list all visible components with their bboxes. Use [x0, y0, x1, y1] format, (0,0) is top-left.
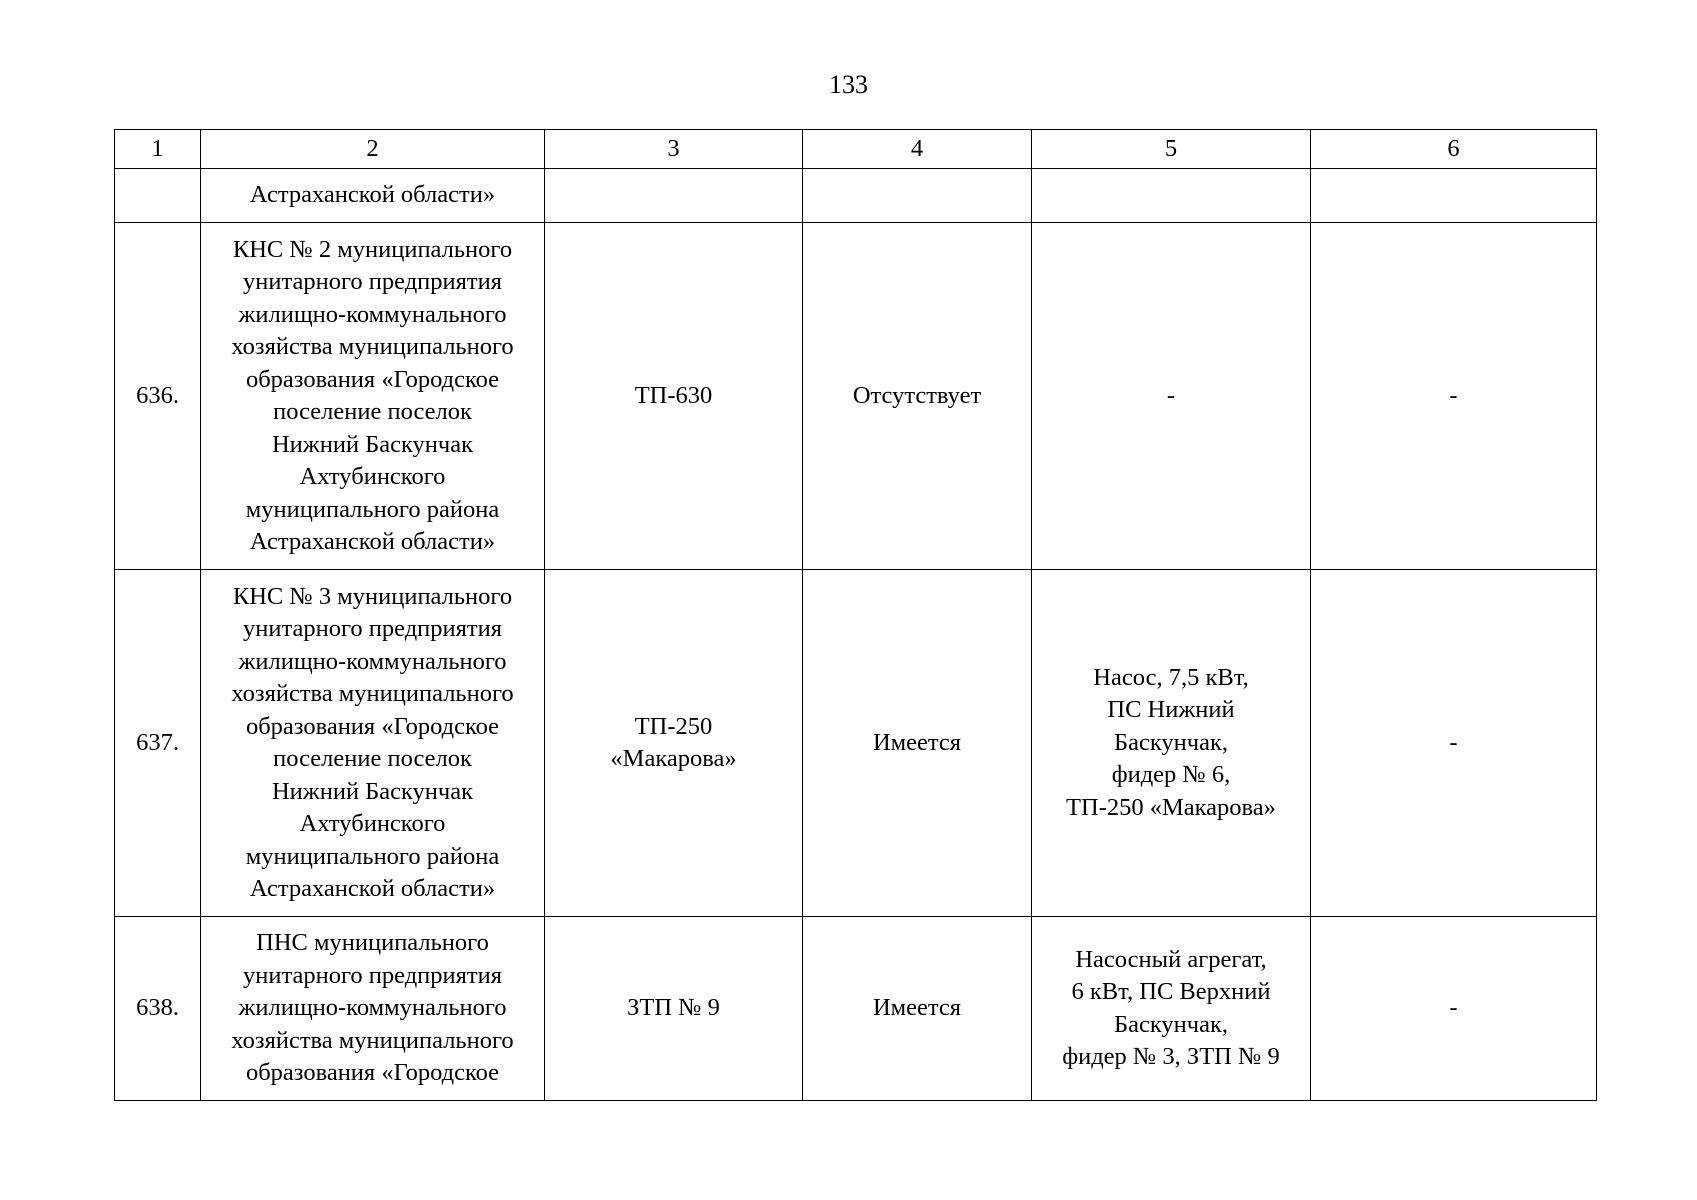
page-number: 133 — [829, 70, 868, 99]
table-cell-equipment: - — [1032, 223, 1311, 570]
table-cell-equipment — [1032, 169, 1311, 223]
table-cell-availability: Отсутствует — [803, 223, 1032, 570]
table-cell-equipment: Насос, 7,5 кВт, ПС Нижний Баскунчак, фидер № 6, ТП-250 «Макарова» — [1032, 570, 1311, 917]
table-row — [115, 223, 1597, 570]
column-header: 1 — [115, 130, 201, 169]
table-cell-substation: ТП-630 — [545, 223, 803, 570]
table-cell-number: 638. — [115, 917, 201, 1101]
table-cell-availability: Имеется — [803, 917, 1032, 1101]
column-header: 2 — [201, 130, 545, 169]
table-cell-object: КНС № 2 муниципального унитарного предприятия жилищно-коммунального хозяйства муниципального образования «Городское поселение поселок Нижний Баскунчак Ахтубинского муниципального района Астраханской области» — [201, 223, 545, 570]
data-table — [114, 129, 1597, 1101]
table-cell-note: - — [1311, 570, 1597, 917]
column-header: 6 — [1311, 130, 1597, 169]
table-cell-number: 636. — [115, 223, 201, 570]
table-row — [115, 570, 1597, 917]
table-cell-substation — [545, 169, 803, 223]
table-row — [115, 917, 1597, 1101]
table-cell-object: Астраханской области» — [201, 169, 545, 223]
table-cell-substation: ТП-250 «Макарова» — [545, 570, 803, 917]
table-cell-object: КНС № 3 муниципального унитарного предприятия жилищно-коммунального хозяйства муниципального образования «Городское поселение поселок Нижний Баскунчак Ахтубинского муниципального района Астраханской области» — [201, 570, 545, 917]
column-header: 5 — [1032, 130, 1311, 169]
table-header-row — [115, 130, 1597, 169]
table-cell-number: 637. — [115, 570, 201, 917]
table-cell-equipment: Насосный агрегат, 6 кВт, ПС Верхний Баскунчак, фидер № 3, ЗТП № 9 — [1032, 917, 1311, 1101]
table-cell-note — [1311, 169, 1597, 223]
column-header: 3 — [545, 130, 803, 169]
table-cell-number — [115, 169, 201, 223]
column-header: 4 — [803, 130, 1032, 169]
table-cell-note: - — [1311, 223, 1597, 570]
table-cell-note: - — [1311, 917, 1597, 1101]
table-cell-object: ПНС муниципального унитарного предприятия жилищно-коммунального хозяйства муниципального образования «Городское — [201, 917, 545, 1101]
table-row — [115, 169, 1597, 223]
table-cell-substation: ЗТП № 9 — [545, 917, 803, 1101]
table-cell-availability — [803, 169, 1032, 223]
table-cell-availability: Имеется — [803, 570, 1032, 917]
